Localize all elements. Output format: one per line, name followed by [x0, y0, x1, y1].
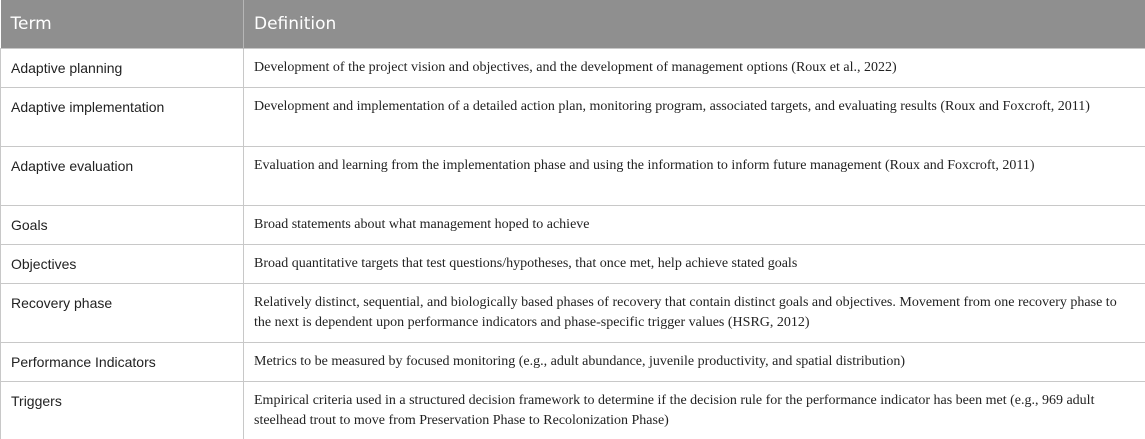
term-cell: Recovery phase	[1, 283, 244, 342]
header-definition: Definition	[244, 0, 1145, 48]
table-row	[1, 48, 1145, 87]
term-cell: Adaptive implementation	[1, 87, 244, 146]
table-row	[1, 87, 1145, 146]
term-cell: Goals	[1, 205, 244, 244]
definition-cell: Evaluation and learning from the implementation phase and using the information to inform future management (Roux and Foxcroft, 2011)	[244, 146, 1145, 205]
term-cell: Adaptive planning	[1, 48, 244, 87]
term-cell: Performance Indicators	[1, 342, 244, 381]
definition-cell: Metrics to be measured by focused monitoring (e.g., adult abundance, juvenile productivity, and spatial distribution)	[244, 342, 1145, 381]
term-cell: Adaptive evaluation	[1, 146, 244, 205]
term-cell: Objectives	[1, 244, 244, 283]
definition-cell: Broad quantitative targets that test questions/hypotheses, that once met, help achieve stated goals	[244, 244, 1145, 283]
table-row	[1, 342, 1145, 381]
header-term: Term	[1, 0, 244, 48]
definition-cell: Development and implementation of a detailed action plan, monitoring program, associated targets, and evaluating results (Roux and Foxcroft, 2011)	[244, 87, 1145, 146]
table-row	[1, 205, 1145, 244]
definition-cell: Relatively distinct, sequential, and biologically based phases of recovery that contain distinct goals and objectives. Movement from one recovery phase to the next is dependent upon performance indicators and phase-specific trigger values (HSRG, 2012)	[244, 283, 1145, 342]
term-cell: Triggers	[1, 381, 244, 439]
table-body	[1, 48, 1145, 439]
definition-cell: Broad statements about what management hoped to achieve	[244, 205, 1145, 244]
definition-cell: Empirical criteria used in a structured decision framework to determine if the decision rule for the performance indicator has been met (e.g., 969 adult steelhead trout to move from Preservation Phase to Recolonization Phase)	[244, 381, 1145, 439]
table-row	[1, 244, 1145, 283]
table-row	[1, 146, 1145, 205]
table-header	[1, 0, 1145, 48]
header-row	[1, 0, 1145, 48]
definition-cell: Development of the project vision and objectives, and the development of management options (Roux et al., 2022)	[244, 48, 1145, 87]
table-row	[1, 381, 1145, 439]
table-row	[1, 283, 1145, 342]
